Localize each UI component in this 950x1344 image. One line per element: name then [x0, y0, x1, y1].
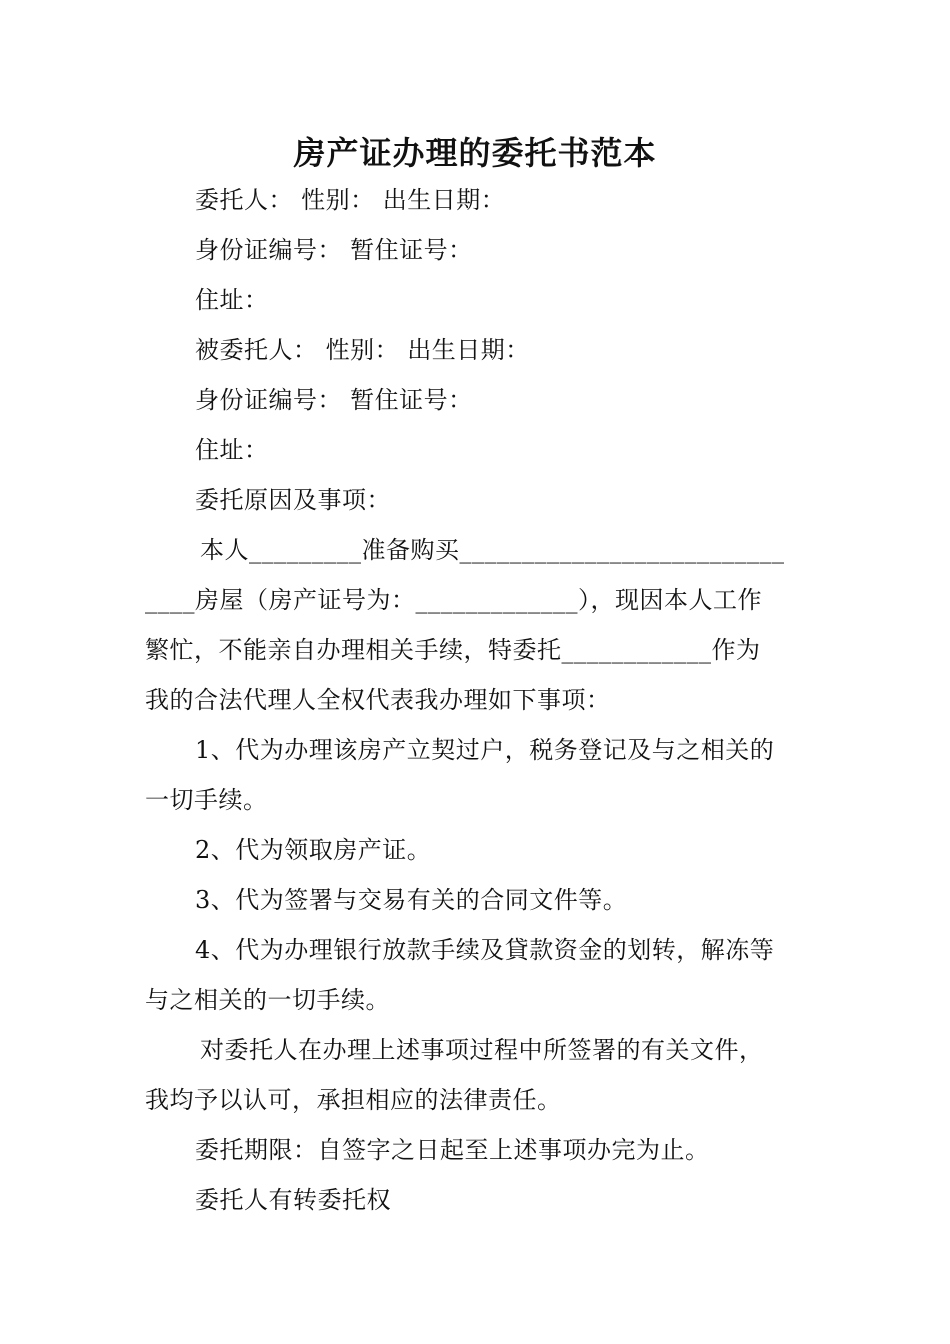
item-2: 2、代为领取房产证。: [195, 836, 432, 864]
reason-heading: 委托原因及事项：: [195, 486, 391, 514]
body-line-2: ____房屋（房产证号为：_____________），现因本人工作: [145, 586, 762, 614]
agent-address-line: 住址：: [195, 436, 269, 464]
term-line: 委托期限：自签字之日起至上述事项办完为止。: [195, 1136, 710, 1164]
document-title: 房产证办理的委托书范本: [293, 134, 657, 172]
principal-id-line: 身份证编号： 暂住证号：: [195, 236, 473, 264]
agent-id-line: 身份证编号： 暂住证号：: [195, 386, 473, 414]
agent-info-line: 被委托人： 性别： 出生日期：: [195, 336, 530, 364]
item-1-line-2: 一切手续。: [145, 786, 268, 814]
principal-info-line: 委托人： 性别： 出生日期：: [195, 186, 506, 214]
item-4-line-1: 4、代为办理银行放款手续及貸款资金的划转，解冻等: [195, 936, 775, 964]
item-3: 3、代为签署与交易有关的合同文件等。: [195, 886, 628, 914]
acknowledgement-line-2: 我均予以认可，承担相应的法律责任。: [145, 1086, 562, 1114]
item-4-line-2: 与之相关的一切手续。: [145, 986, 390, 1014]
transfer-right-line: 委托人有转委托权: [195, 1186, 391, 1214]
item-1-line-1: 1、代为办理该房产立契过户，税务登记及与之相关的: [195, 736, 775, 764]
body-line-1: 本人_________准备购买__________________________: [200, 536, 785, 564]
principal-address-line: 住址：: [195, 286, 269, 314]
acknowledgement-line-1: 对委托人在办理上述事项过程中所签署的有关文件，: [200, 1036, 764, 1064]
body-line-3: 繁忙，不能亲自办理相关手续，特委托____________作为: [145, 636, 761, 664]
body-line-4: 我的合法代理人全权代表我办理如下事项：: [145, 686, 611, 714]
